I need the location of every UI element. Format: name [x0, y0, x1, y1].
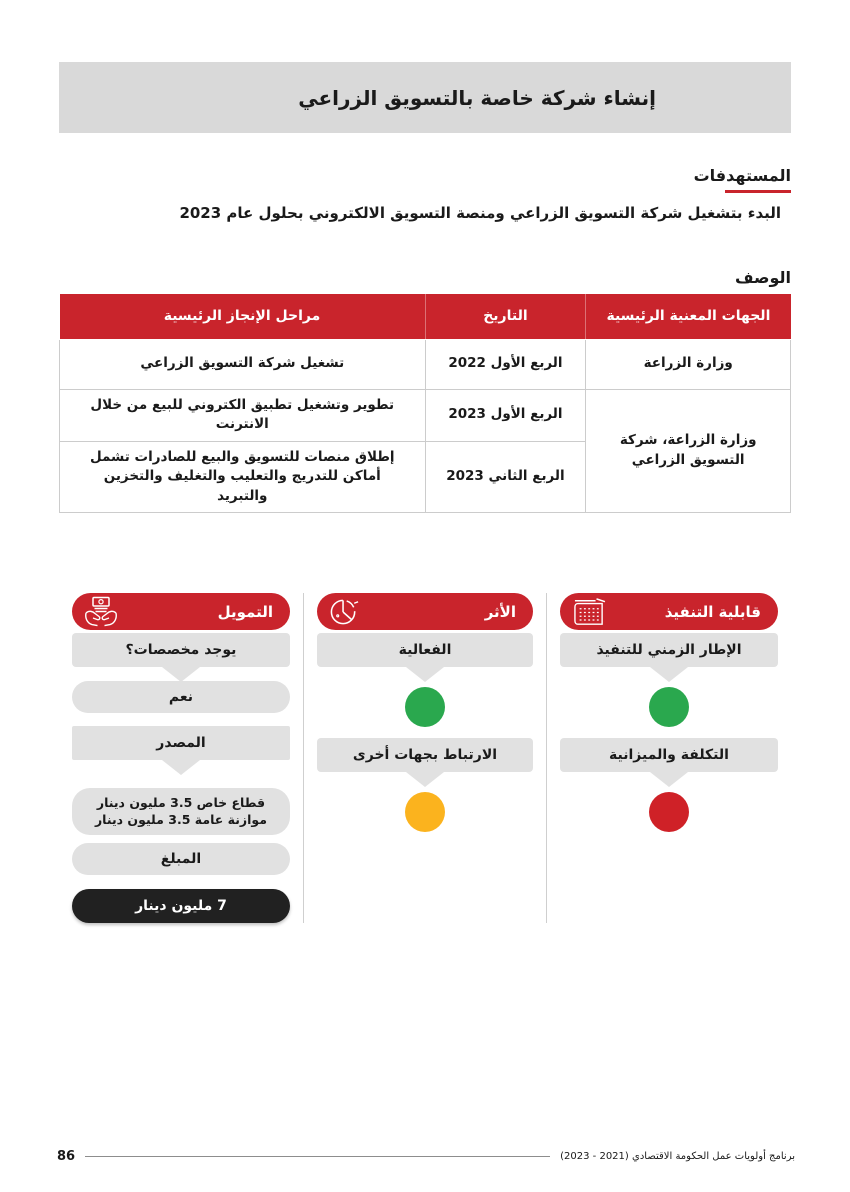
page-title: إنشاء شركة خاصة بالتسويق الزراعي — [298, 85, 656, 110]
impact-title: الأثر — [484, 602, 516, 621]
allocation-answer: نعم — [72, 681, 290, 713]
funding-title: التمويل — [217, 602, 273, 621]
targets-heading: المستهدفات — [693, 166, 791, 185]
header-entities: الجهات المعنية الرئيسية — [586, 294, 791, 339]
impact-header — [317, 593, 533, 630]
program-name: برنامج أولويات عمل الحكومة الاقتصادي (2021 - 2023) — [560, 1151, 795, 1162]
impact-panel — [303, 593, 547, 923]
source-label: المصدر — [72, 726, 290, 760]
feasibility-panel — [547, 593, 791, 923]
date-cell: الربع الأول 2022 — [425, 339, 586, 389]
hands-money-icon — [83, 596, 119, 627]
status-circle-yellow — [405, 792, 445, 832]
date-cell: الربع الثاني 2023 — [425, 441, 586, 513]
milestone-cell: تطوير وتشغيل تطبيق الكتروني للبيع من خلال الانترنت — [60, 389, 426, 441]
impact-item-label: الفعالية — [317, 633, 533, 667]
description-table — [59, 294, 791, 513]
feasibility-item-label: التكلفة والميزانية — [560, 738, 778, 772]
footer-rule — [85, 1156, 550, 1157]
milestone-cell: إطلاق منصات للتسويق والبيع للصادرات تشمل أماكن للتدريج والتعليب والتغليف والتخزين والتبريد — [60, 441, 426, 513]
funding-panel — [59, 593, 303, 923]
status-circle-green — [405, 687, 445, 727]
date-cell: الربع الأول 2023 — [425, 389, 586, 441]
entity-cell: وزارة الزراعة، شركة التسويق الزراعي — [586, 389, 791, 513]
targets-section — [59, 166, 791, 222]
entity-cell: وزارة الزراعة — [586, 339, 791, 389]
table-row — [60, 339, 791, 389]
status-circle-green — [649, 687, 689, 727]
targets-text: البدء بتشغيل شركة التسويق الزراعي ومنصة التسويق الالكتروني بحلول عام 2023 — [179, 204, 781, 222]
feasibility-item-label: الإطار الزمني للتنفيذ — [560, 633, 778, 667]
description-heading: الوصف — [734, 268, 791, 287]
allocation-question: يوجد مخصصات؟ — [72, 633, 290, 667]
table-row — [60, 389, 791, 441]
source-line: موازنة عامة 3.5 مليون دينار — [94, 811, 267, 827]
source-value — [72, 788, 290, 835]
amount-value-badge: 7 مليون دينار — [72, 889, 290, 923]
funding-header — [72, 593, 290, 630]
amount-label: المبلغ — [72, 843, 290, 875]
feasibility-title: قابلية التنفيذ — [664, 602, 761, 621]
heading-underline — [725, 190, 791, 193]
header-milestones: مراحل الإنجاز الرئيسية — [60, 294, 426, 339]
assessment-panels — [59, 593, 791, 923]
milestone-cell: تشغيل شركة التسويق الزراعي — [60, 339, 426, 389]
source-line: قطاع خاص 3.5 مليون دينار — [96, 795, 266, 811]
checklist-calculator-icon — [571, 597, 607, 627]
status-circle-red — [649, 792, 689, 832]
page-footer — [57, 1149, 795, 1164]
impact-item-label: الارتباط بجهات أخرى — [317, 738, 533, 772]
pie-chart-icon — [328, 596, 361, 627]
header-date: التاريخ — [425, 294, 586, 339]
page-number: 86 — [57, 1149, 76, 1164]
feasibility-header — [560, 593, 778, 630]
page-title-box — [59, 62, 791, 133]
table-header-row — [60, 294, 791, 339]
description-section — [59, 268, 791, 513]
